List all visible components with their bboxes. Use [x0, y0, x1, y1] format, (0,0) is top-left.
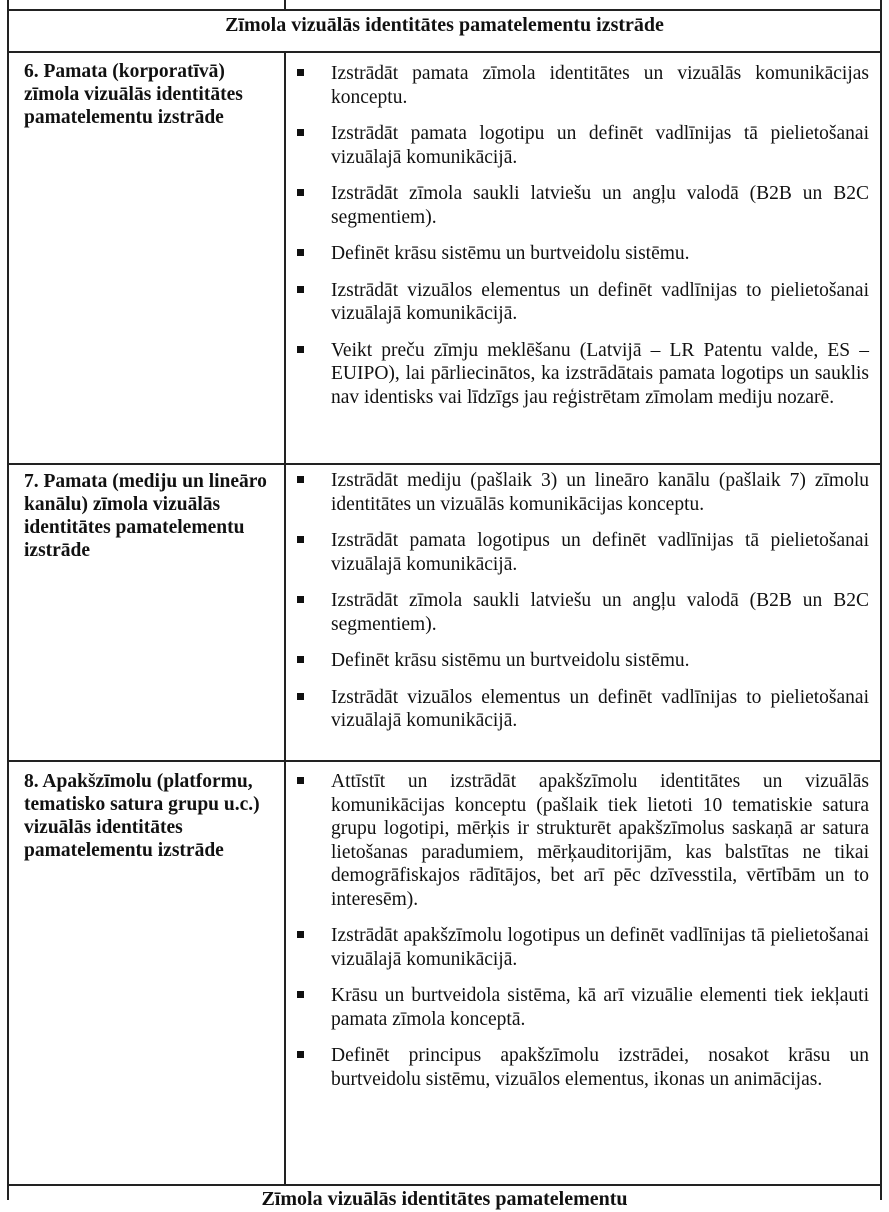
bullet-square-icon [297, 991, 304, 998]
bullet-square-icon [297, 249, 304, 256]
bullet-square-icon [297, 1051, 304, 1058]
list-item: Izstrādāt pamata zīmola identitātes un vizuālās komunikācijas konceptu. [297, 62, 869, 109]
table-column-divider [284, 52, 286, 1185]
table-row-divider [7, 51, 882, 53]
bullet-square-icon [297, 476, 304, 483]
list-item: Izstrādāt vizuālos elementus un definēt vadlīnijas to pielietošanai vizuālajā komunikācijā. [297, 279, 869, 326]
list-item: Attīstīt un izstrādāt apakšzīmolu identitātes un vizuālās komunikācijas konceptu (pašlaik tiek lietoti 10 tematiskie satura grupu logotipi, mērķis ir strukturēt apakšzīmolus saskaņā ar satura lietošanas paradumiem, mērķauditorijām, kas balstītas ne tikai demogrāfiskajos rādītājos, bet arī pēc dzīvesstila, vērtībām un to interesēm). [297, 770, 869, 911]
bullet-square-icon [297, 346, 304, 353]
bullet-square-icon [297, 536, 304, 543]
bullet-square-icon [297, 286, 304, 293]
list-item: Izstrādāt zīmola saukli latviešu un angļu valodā (B2B un B2C segmentiem). [297, 589, 869, 636]
bullet-list [297, 770, 869, 1104]
bullet-list [297, 62, 869, 422]
row-label: 6. Pamata (korporatīvā) zīmola vizuālās identitātes pamatelementu izstrāde [24, 61, 243, 128]
list-item: Definēt principus apakšzīmolu izstrādei, nosakot krāsu un burtveidolu sistēmu, vizuālos elementus, ikonas un animācijas. [297, 1044, 869, 1091]
list-item: Definēt krāsu sistēmu un burtveidolu sistēmu. [297, 649, 869, 673]
row-label: 8. Apakšzīmolu (platformu, tematisko satura grupu u.c.) vizuālās identitātes pamatelementu izstrāde [24, 771, 260, 861]
list-item: Krāsu un burtveidola sistēma, kā arī vizuālie elementi tiek iekļauti pamata zīmola konceptā. [297, 984, 869, 1031]
list-item: Izstrādāt pamata logotipu un definēt vadlīnijas tā pielietošanai vizuālajā komunikācijā. [297, 122, 869, 169]
list-item: Izstrādāt apakšzīmolu logotipus un definēt vadlīnijas tā pielietošanai vizuālajā komunikācijā. [297, 924, 869, 971]
section-title: Zīmola vizuālās identitātes pamatelementu izstrāde [225, 14, 664, 36]
table-row-divider [7, 760, 882, 762]
row-label: 7. Pamata (mediju un lineāro kanālu) zīmola vizuālās identitātes pamatelementu izstrāde [24, 471, 267, 561]
bullet-square-icon [297, 596, 304, 603]
bullet-square-icon [297, 69, 304, 76]
table-border-right [880, 0, 882, 1200]
bullet-square-icon [297, 189, 304, 196]
table-border-left [7, 0, 9, 1200]
list-item: Izstrādāt zīmola saukli latviešu un angļu valodā (B2B un B2C segmentiem). [297, 182, 869, 229]
bullet-list [297, 469, 869, 746]
bullet-square-icon [297, 693, 304, 700]
list-item: Definēt krāsu sistēmu un burtveidolu sistēmu. [297, 242, 869, 266]
footer-section-title: Zīmola vizuālās identitātes pamatelementu [261, 1188, 628, 1210]
list-item: Izstrādāt vizuālos elementus un definēt vadlīnijas to pielietošanai vizuālajā komunikācijā. [297, 686, 869, 733]
table-row-divider [7, 9, 882, 11]
bullet-square-icon [297, 931, 304, 938]
list-item: Izstrādāt mediju (pašlaik 3) un lineāro kanālu (pašlaik 7) zīmolu identitātes un vizuālās komunikācijas konceptu. [297, 469, 869, 516]
list-item: Izstrādāt pamata logotipus un definēt vadlīnijas tā pielietošanai vizuālajā komunikācijā. [297, 529, 869, 576]
bullet-square-icon [297, 656, 304, 663]
bullet-square-icon [297, 777, 304, 784]
bullet-square-icon [297, 129, 304, 136]
table-row-divider [7, 463, 882, 465]
list-item: Veikt preču zīmju meklēšanu (Latvijā – LR Patentu valde, ES – EUIPO), lai pārliecinātos, ka izstrādātais pamata logotips un sauklis nav identisks vai līdzīgs jau reģistrētam zīmolam mediju nozarē. [297, 339, 869, 410]
